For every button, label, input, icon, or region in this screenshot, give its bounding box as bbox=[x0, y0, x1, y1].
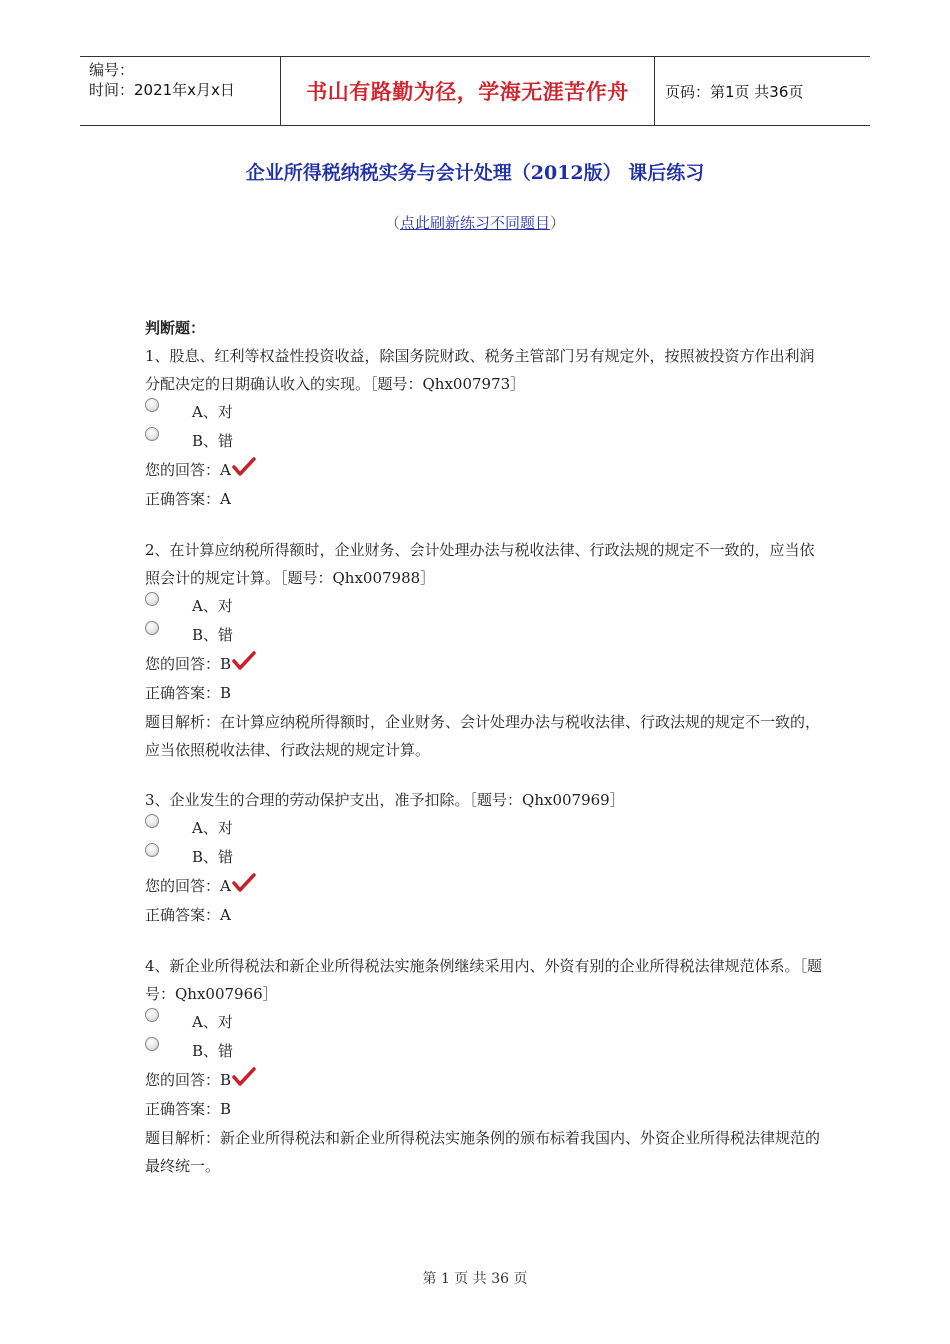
page-footer: 第 1 页 共 36 页 bbox=[422, 1271, 528, 1287]
question-text: 1、股息、红利等权益性投资收益，除国务院财政、税务主管部门另有规定外，按照被投资方作出利润分配决定的日期确认收入的实现。［题号：Qhx007973］ bbox=[145, 347, 815, 393]
correct-answer: 正确答案：B bbox=[145, 684, 232, 702]
section-label: 判断题： bbox=[145, 319, 206, 337]
analysis-text: 题目解析：新企业所得税法和新企业所得税法实施条例的颁布标着我国内、外资企业所得税法律规范的最终统一。 bbox=[145, 1129, 821, 1175]
option-b bbox=[145, 427, 825, 456]
option-label: B、错 bbox=[192, 1042, 234, 1060]
checkmark-icon bbox=[232, 457, 256, 477]
radio-button[interactable] bbox=[145, 1008, 159, 1022]
option-a bbox=[145, 398, 825, 427]
header-meta bbox=[80, 57, 281, 125]
option-label: A、对 bbox=[192, 403, 233, 421]
radio-button[interactable] bbox=[145, 843, 159, 857]
option-label: A、对 bbox=[192, 819, 233, 837]
your-answer bbox=[145, 1066, 825, 1095]
option-b bbox=[145, 1037, 825, 1066]
option-label: A、对 bbox=[192, 597, 233, 615]
your-answer bbox=[145, 456, 825, 485]
option-a bbox=[145, 1008, 825, 1037]
exercise-content bbox=[145, 314, 825, 1202]
refresh-link[interactable]: 点此刷新练习不同题目 bbox=[399, 214, 550, 232]
radio-button[interactable] bbox=[145, 1037, 159, 1051]
your-answer-text: 您的回答：B bbox=[145, 655, 232, 673]
checkmark-icon bbox=[232, 1067, 256, 1087]
time-label: 时间：2021年x月x日 bbox=[89, 81, 235, 99]
your-answer-text: 您的回答：B bbox=[145, 1071, 232, 1089]
refresh-open-paren: （ bbox=[384, 214, 400, 232]
refresh-close-paren: ） bbox=[550, 214, 566, 232]
question-text: 3、企业发生的合理的劳动保护支出，准予扣除。［题号：Qhx007969］ bbox=[145, 791, 625, 809]
option-b bbox=[145, 843, 825, 872]
option-label: A、对 bbox=[192, 1013, 233, 1031]
your-answer bbox=[145, 872, 825, 901]
header-table bbox=[80, 56, 870, 126]
radio-button[interactable] bbox=[145, 398, 159, 412]
checkmark-icon bbox=[232, 651, 256, 671]
option-label: B、错 bbox=[192, 626, 234, 644]
your-answer-text: 您的回答：A bbox=[145, 461, 231, 479]
header-motto: 书山有路勤为径，学海无涯苦作舟 bbox=[281, 57, 655, 125]
your-answer-text: 您的回答：A bbox=[145, 877, 231, 895]
option-label: B、错 bbox=[192, 848, 234, 866]
checkmark-icon bbox=[232, 873, 256, 893]
analysis-text: 题目解析：在计算应纳税所得额时，企业财务、会计处理办法与税收法律、行政法规的规定不一致的，应当依照税收法律、行政法规的规定计算。 bbox=[145, 713, 821, 759]
option-b bbox=[145, 621, 825, 650]
option-label: B、错 bbox=[192, 432, 234, 450]
radio-button[interactable] bbox=[145, 592, 159, 606]
question-3 bbox=[145, 786, 825, 930]
question-4 bbox=[145, 952, 825, 1180]
header-page-code: 页码：第1页 共36页 bbox=[665, 82, 804, 101]
your-answer bbox=[145, 650, 825, 679]
question-text: 2、在计算应纳税所得额时，企业财务、会计处理办法与税收法律、行政法规的规定不一致的，应当依照会计的规定计算。［题号：Qhx007988］ bbox=[145, 541, 815, 587]
refresh-line bbox=[0, 212, 950, 233]
radio-button[interactable] bbox=[145, 621, 159, 635]
question-2 bbox=[145, 536, 825, 764]
correct-answer: 正确答案：A bbox=[145, 490, 231, 508]
option-a bbox=[145, 592, 825, 621]
correct-answer: 正确答案：A bbox=[145, 906, 231, 924]
radio-button[interactable] bbox=[145, 427, 159, 441]
radio-button[interactable] bbox=[145, 814, 159, 828]
option-a bbox=[145, 814, 825, 843]
question-1 bbox=[145, 342, 825, 514]
question-text: 4、新企业所得税法和新企业所得税法实施条例继续采用内、外资有别的企业所得税法律规范体系。［题号：Qhx007966］ bbox=[145, 957, 823, 1003]
number-label: 编号： bbox=[89, 61, 135, 79]
document-title: 企业所得税纳税实务与会计处理（2012版） 课后练习 bbox=[245, 162, 705, 184]
correct-answer: 正确答案：B bbox=[145, 1100, 232, 1118]
